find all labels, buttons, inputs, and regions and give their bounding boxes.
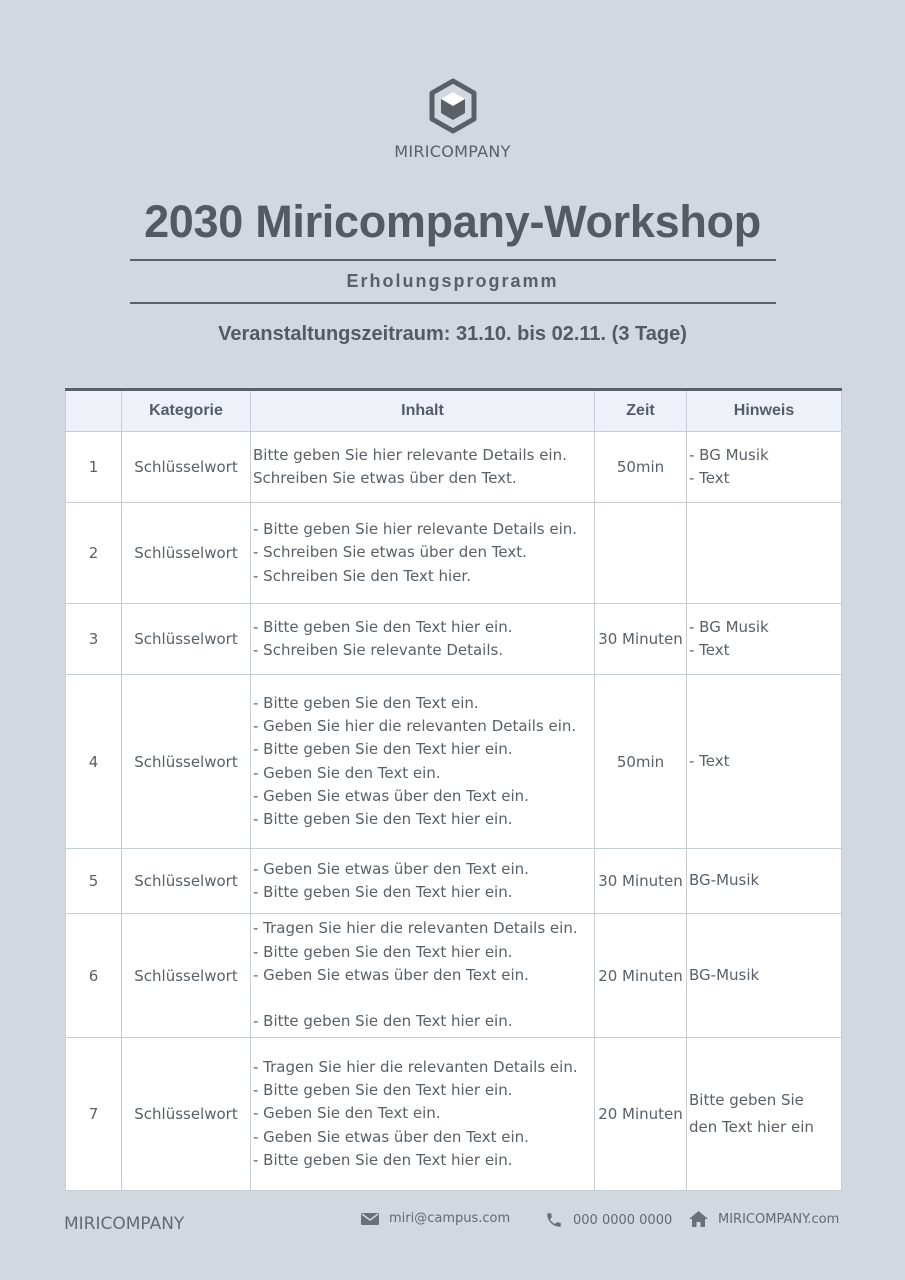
content-line: - Schreiben Sie den Text hier. bbox=[253, 566, 471, 585]
note-line: Bitte geben Sie bbox=[689, 1091, 804, 1109]
row-content bbox=[251, 849, 595, 914]
content-line: - Geben Sie den Text ein. bbox=[253, 763, 441, 782]
row-number: 6 bbox=[66, 914, 122, 1038]
footer-website-text: MIRICOMPANY.com bbox=[718, 1211, 840, 1227]
content-line: - Geben Sie den Text ein. bbox=[253, 1104, 441, 1123]
row-category: Schlüsselwort bbox=[122, 432, 251, 503]
content-line: - Bitte geben Sie den Text hier ein. bbox=[253, 617, 513, 636]
row-note bbox=[687, 849, 842, 914]
row-number: 4 bbox=[66, 675, 122, 849]
content-line: - Bitte geben Sie den Text hier ein. bbox=[253, 1012, 513, 1031]
row-content bbox=[251, 503, 595, 604]
note-line: - Text bbox=[689, 469, 730, 487]
logo-text: MIRICOMPANY bbox=[394, 142, 511, 161]
row-note bbox=[687, 1038, 842, 1191]
page-title: 2030 Miricompany-Workshop bbox=[144, 196, 761, 247]
note-line: den Text hier ein bbox=[689, 1118, 814, 1136]
content-line: - Bitte geben Sie den Text hier ein. bbox=[253, 1150, 513, 1169]
row-category: Schlüsselwort bbox=[122, 1038, 251, 1191]
page-subtitle: Erholungsprogramm bbox=[346, 271, 559, 291]
row-time: 30 Minuten bbox=[595, 604, 687, 675]
content-line: - Bitte geben Sie den Text ein. bbox=[253, 693, 479, 712]
table-row bbox=[66, 604, 842, 675]
row-note bbox=[687, 604, 842, 675]
content-line: - Schreiben Sie etwas über den Text. bbox=[253, 543, 527, 562]
header-time: Zeit bbox=[595, 390, 687, 432]
content-line: - Tragen Sie hier die relevanten Details ein. bbox=[253, 1057, 578, 1076]
note-line: - BG Musik bbox=[689, 617, 769, 636]
event-period: Veranstaltungszeitraum: 31.10. bis 02.11. (3 Tage) bbox=[218, 323, 687, 345]
subtitle-divider bbox=[130, 302, 776, 304]
row-category: Schlüsselwort bbox=[122, 849, 251, 914]
content-line: - Bitte geben Sie den Text hier ein. bbox=[253, 810, 513, 829]
footer-website bbox=[689, 1211, 839, 1227]
row-number: 5 bbox=[66, 849, 122, 914]
content-line: - Geben Sie etwas über den Text ein. bbox=[253, 786, 529, 805]
table-row bbox=[66, 1038, 842, 1191]
table-header-row bbox=[66, 390, 842, 432]
content-line: - Bitte geben Sie den Text hier ein. bbox=[253, 1081, 513, 1100]
phone-icon bbox=[545, 1211, 563, 1229]
row-note bbox=[687, 432, 842, 503]
row-content bbox=[251, 604, 595, 675]
row-content bbox=[251, 914, 595, 1038]
table-row bbox=[66, 675, 842, 849]
schedule-table bbox=[65, 388, 842, 1191]
content-line: - Geben Sie etwas über den Text ein. bbox=[253, 1127, 529, 1146]
row-note bbox=[687, 914, 842, 1038]
row-number: 7 bbox=[66, 1038, 122, 1191]
row-number: 3 bbox=[66, 604, 122, 675]
title-divider bbox=[130, 259, 776, 261]
row-category: Schlüsselwort bbox=[122, 503, 251, 604]
content-line: Schreiben Sie etwas über den Text. bbox=[253, 469, 517, 487]
footer-email bbox=[361, 1211, 510, 1226]
footer-phone-text: 000 0000 0000 bbox=[573, 1212, 673, 1228]
row-category: Schlüsselwort bbox=[122, 914, 251, 1038]
content-line: - Tragen Sie hier die relevanten Details ein. bbox=[253, 919, 578, 938]
row-time: 20 Minuten bbox=[595, 914, 687, 1038]
note-line: - BG Musik bbox=[689, 445, 769, 464]
row-note bbox=[687, 675, 842, 849]
row-content bbox=[251, 675, 595, 849]
hexagon-cube-icon bbox=[428, 78, 478, 134]
content-line: - Geben Sie hier die relevanten Details ein. bbox=[253, 716, 577, 735]
logo bbox=[0, 78, 905, 161]
header-content: Inhalt bbox=[251, 390, 595, 432]
row-time: 30 Minuten bbox=[595, 849, 687, 914]
row-time: 20 Minuten bbox=[595, 1038, 687, 1191]
footer-brand: MIRICOMPANY bbox=[64, 1214, 185, 1234]
row-note bbox=[687, 503, 842, 604]
content-line: - Bitte geben Sie hier relevante Details ein. bbox=[253, 520, 578, 539]
row-number: 2 bbox=[66, 503, 122, 604]
home-icon bbox=[689, 1211, 708, 1227]
row-time bbox=[595, 503, 687, 604]
row-content bbox=[251, 432, 595, 503]
row-number: 1 bbox=[66, 432, 122, 503]
content-line: - Bitte geben Sie den Text hier ein. bbox=[253, 740, 513, 759]
row-category: Schlüsselwort bbox=[122, 604, 251, 675]
table-row bbox=[66, 849, 842, 914]
table-row bbox=[66, 503, 842, 604]
content-line: - Bitte geben Sie den Text hier ein. bbox=[253, 883, 513, 901]
row-time: 50min bbox=[595, 432, 687, 503]
row-category: Schlüsselwort bbox=[122, 675, 251, 849]
note-line: - Text bbox=[689, 641, 730, 659]
note-line: BG-Musik bbox=[689, 965, 760, 984]
mail-icon bbox=[361, 1213, 379, 1225]
content-line bbox=[253, 987, 592, 1010]
header-note: Hinweis bbox=[687, 390, 842, 432]
footer-phone bbox=[545, 1211, 672, 1229]
header-category: Kategorie bbox=[122, 390, 251, 432]
header-number bbox=[66, 390, 122, 432]
row-time: 50min bbox=[595, 675, 687, 849]
table-row bbox=[66, 432, 842, 503]
content-line: - Geben Sie etwas über den Text ein. bbox=[253, 859, 529, 878]
table-row bbox=[66, 914, 842, 1038]
content-line: Bitte geben Sie hier relevante Details ein. bbox=[253, 445, 567, 464]
note-line: BG-Musik bbox=[689, 871, 760, 890]
row-content bbox=[251, 1038, 595, 1191]
content-line: - Schreiben Sie relevante Details. bbox=[253, 641, 504, 659]
footer-email-text: miri@campus.com bbox=[389, 1211, 511, 1226]
content-line: - Geben Sie etwas über den Text ein. bbox=[253, 965, 529, 984]
content-line: - Bitte geben Sie den Text hier ein. bbox=[253, 942, 513, 961]
note-line: - Text bbox=[689, 751, 730, 770]
